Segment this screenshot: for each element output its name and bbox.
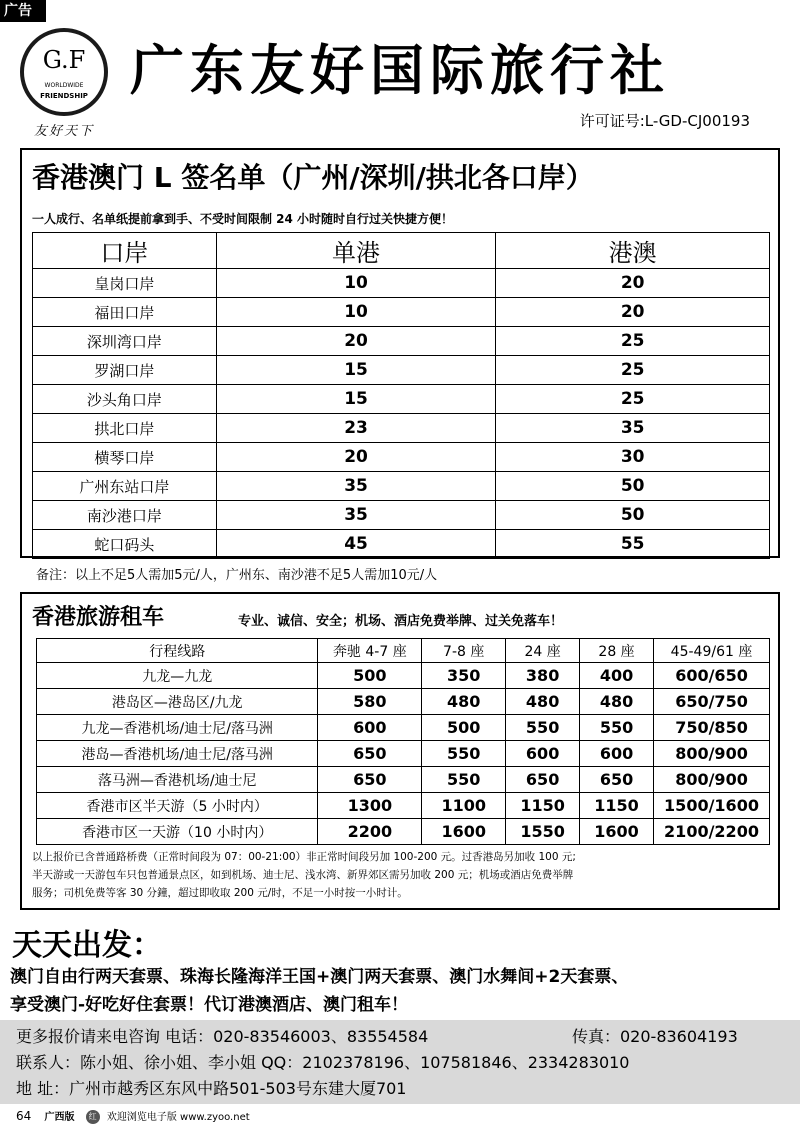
edition-badge: 红 — [86, 1110, 100, 1124]
column-header: 口岸 — [33, 233, 217, 269]
price-cell: 1500/1600 — [654, 793, 770, 819]
note-line: 服务；司机免费等客 30 分鐘，超过即收取 200 元/时，不足一小时按一小时计。 — [32, 887, 408, 899]
table-row — [37, 741, 770, 767]
table-row — [33, 501, 770, 530]
page-footer — [16, 1108, 250, 1124]
price-cell: 650 — [318, 767, 422, 793]
visa-section — [20, 148, 780, 558]
company-name: 广东友好国际旅行社 — [130, 38, 670, 102]
table-row — [37, 715, 770, 741]
port-name: 皇岗口岸 — [33, 269, 217, 298]
column-header: 7-8 座 — [422, 639, 506, 663]
column-header: 行程线路 — [37, 639, 318, 663]
car-rental-notes — [32, 848, 772, 902]
visa-note: 备注：以上不足5人需加5元/人，广州东、南沙港不足5人需加10元/人 — [36, 568, 438, 583]
hk-price: 35 — [216, 472, 496, 501]
hk-macau-price: 50 — [496, 501, 770, 530]
price-cell: 350 — [422, 663, 506, 689]
contact-band — [0, 1020, 800, 1104]
price-cell: 1100 — [422, 793, 506, 819]
hk-macau-price: 35 — [496, 414, 770, 443]
price-cell: 1550 — [506, 819, 580, 845]
note-line: 半天游或一天游包车只包普通景点区，如到机场、迪士尼、浅水湾、新界郊区需另加收 200 元；机场或酒店免费举牌 — [32, 869, 574, 881]
price-cell: 500 — [318, 663, 422, 689]
contacts-line: 联系人：陈小姐、徐小姐、李小姐 QQ：2102378196、107581846、2334283010 — [16, 1053, 630, 1072]
price-cell: 550 — [580, 715, 654, 741]
fax-line: 传真：020-83604193 — [572, 1027, 738, 1046]
company-logo — [14, 28, 114, 139]
website-link[interactable]: 欢迎浏览电子版 www.zyoo.net — [106, 1112, 250, 1123]
table-row — [37, 767, 770, 793]
price-cell: 480 — [422, 689, 506, 715]
route-name: 香港市区一天游（10 小时内） — [37, 819, 318, 845]
table-row — [33, 327, 770, 356]
hk-price: 45 — [216, 530, 496, 559]
column-header: 单港 — [216, 233, 496, 269]
note-line: 以上报价已含普通路桥费（正常时间段为 07：00-21:00）非正常时间段另加 100-200 元。过香港岛另加收 100 元; — [32, 851, 576, 863]
price-cell: 1300 — [318, 793, 422, 819]
column-header: 奔驰 4-7 座 — [318, 639, 422, 663]
price-cell: 1600 — [422, 819, 506, 845]
departure-line: 享受澳门-好吃好住套票！代订港澳酒店、澳门租车！ — [10, 995, 409, 1015]
hk-price: 15 — [216, 356, 496, 385]
logo-motto: 友好天下 — [33, 124, 94, 139]
price-cell: 2100/2200 — [654, 819, 770, 845]
price-cell: 650 — [580, 767, 654, 793]
table-row — [33, 443, 770, 472]
hk-price: 10 — [216, 298, 496, 327]
price-cell: 600 — [506, 741, 580, 767]
car-rental-tagline: 专业、诚信、安全；机场、酒店免费举牌、过关免落车！ — [238, 614, 564, 629]
port-name: 广州东站口岸 — [33, 472, 217, 501]
logo-friendship: FRIENDSHIP — [40, 92, 88, 100]
price-cell: 550 — [422, 767, 506, 793]
port-name: 罗湖口岸 — [33, 356, 217, 385]
daily-departure-title: 天天出发： — [12, 928, 162, 963]
table-row — [37, 793, 770, 819]
price-cell: 800/900 — [654, 741, 770, 767]
table-row — [37, 689, 770, 715]
price-cell: 480 — [506, 689, 580, 715]
price-cell: 650/750 — [654, 689, 770, 715]
hk-price: 10 — [216, 269, 496, 298]
table-row — [33, 269, 770, 298]
price-cell: 600 — [580, 741, 654, 767]
table-row — [33, 298, 770, 327]
table-header-row — [33, 233, 770, 269]
price-cell: 650 — [318, 741, 422, 767]
route-name: 九龙—香港机场/迪士尼/落马洲 — [37, 715, 318, 741]
visa-title: 香港澳门 L 签名单（广州/深圳/拱北各口岸） — [32, 161, 594, 194]
port-name: 深圳湾口岸 — [33, 327, 217, 356]
table-row — [33, 530, 770, 559]
column-header: 28 座 — [580, 639, 654, 663]
page-number: 64 — [16, 1109, 32, 1123]
table-row — [33, 472, 770, 501]
table-row — [33, 414, 770, 443]
route-name: 香港市区半天游（5 小时内） — [37, 793, 318, 819]
ad-label: 广告 — [0, 0, 46, 22]
price-cell: 400 — [580, 663, 654, 689]
hk-macau-price: 20 — [496, 298, 770, 327]
port-name: 南沙港口岸 — [33, 501, 217, 530]
departure-line: 澳门自由行两天套票、珠海长隆海洋王国+澳门两天套票、澳门水舞间+2天套票、 — [10, 967, 629, 987]
price-cell: 380 — [506, 663, 580, 689]
port-name: 横琴口岸 — [33, 443, 217, 472]
price-cell: 550 — [422, 741, 506, 767]
table-row — [33, 385, 770, 414]
route-name: 港岛区—港岛区/九龙 — [37, 689, 318, 715]
car-price-table — [36, 638, 770, 845]
port-name: 沙头角口岸 — [33, 385, 217, 414]
hk-macau-price: 50 — [496, 472, 770, 501]
route-name: 落马洲—香港机场/迪士尼 — [37, 767, 318, 793]
logo-letters: G.F — [42, 46, 86, 74]
hk-macau-price: 20 — [496, 269, 770, 298]
hk-macau-price: 25 — [496, 356, 770, 385]
column-header: 24 座 — [506, 639, 580, 663]
hk-price: 23 — [216, 414, 496, 443]
price-cell: 550 — [506, 715, 580, 741]
visa-price-table — [32, 232, 770, 559]
car-rental-title: 香港旅游租车 — [32, 605, 165, 630]
hk-price: 20 — [216, 327, 496, 356]
hk-price: 35 — [216, 501, 496, 530]
route-name: 港岛—香港机场/迪士尼/落马洲 — [37, 741, 318, 767]
table-row — [37, 819, 770, 845]
route-name: 九龙—九龙 — [37, 663, 318, 689]
table-row — [33, 356, 770, 385]
table-row — [37, 663, 770, 689]
hk-macau-price: 25 — [496, 385, 770, 414]
visa-subtitle: 一人成行、名单纸提前拿到手、不受时间限制 24 小时随时自行过关快捷方便！ — [32, 212, 454, 226]
port-name: 福田口岸 — [33, 298, 217, 327]
price-cell: 800/900 — [654, 767, 770, 793]
price-cell: 2200 — [318, 819, 422, 845]
logo-circle — [20, 28, 108, 116]
price-cell: 480 — [580, 689, 654, 715]
hk-macau-price: 55 — [496, 530, 770, 559]
logo-worldwide: WORLDWIDE — [44, 82, 84, 89]
port-name: 拱北口岸 — [33, 414, 217, 443]
hk-macau-price: 30 — [496, 443, 770, 472]
hk-price: 20 — [216, 443, 496, 472]
price-cell: 600/650 — [654, 663, 770, 689]
price-cell: 750/850 — [654, 715, 770, 741]
address-line: 地 址：广州市越秀区东风中路501-503号东建大厦701 — [16, 1079, 407, 1098]
column-header: 港澳 — [496, 233, 770, 269]
port-name: 蛇口码头 — [33, 530, 217, 559]
hk-macau-price: 25 — [496, 327, 770, 356]
price-cell: 1150 — [506, 793, 580, 819]
price-cell: 1600 — [580, 819, 654, 845]
phone-line: 更多报价请来电咨询 电话：020-83546003、83554584 — [16, 1027, 429, 1046]
price-cell: 650 — [506, 767, 580, 793]
price-cell: 1150 — [580, 793, 654, 819]
column-header: 45-49/61 座 — [654, 639, 770, 663]
car-rental-section — [20, 592, 780, 910]
price-cell: 580 — [318, 689, 422, 715]
license-number: 许可证号:L-GD-CJ00193 — [579, 112, 750, 130]
edition-label: 广西版 — [44, 1112, 75, 1123]
price-cell: 500 — [422, 715, 506, 741]
hk-price: 15 — [216, 385, 496, 414]
table-header-row — [37, 639, 770, 663]
price-cell: 600 — [318, 715, 422, 741]
